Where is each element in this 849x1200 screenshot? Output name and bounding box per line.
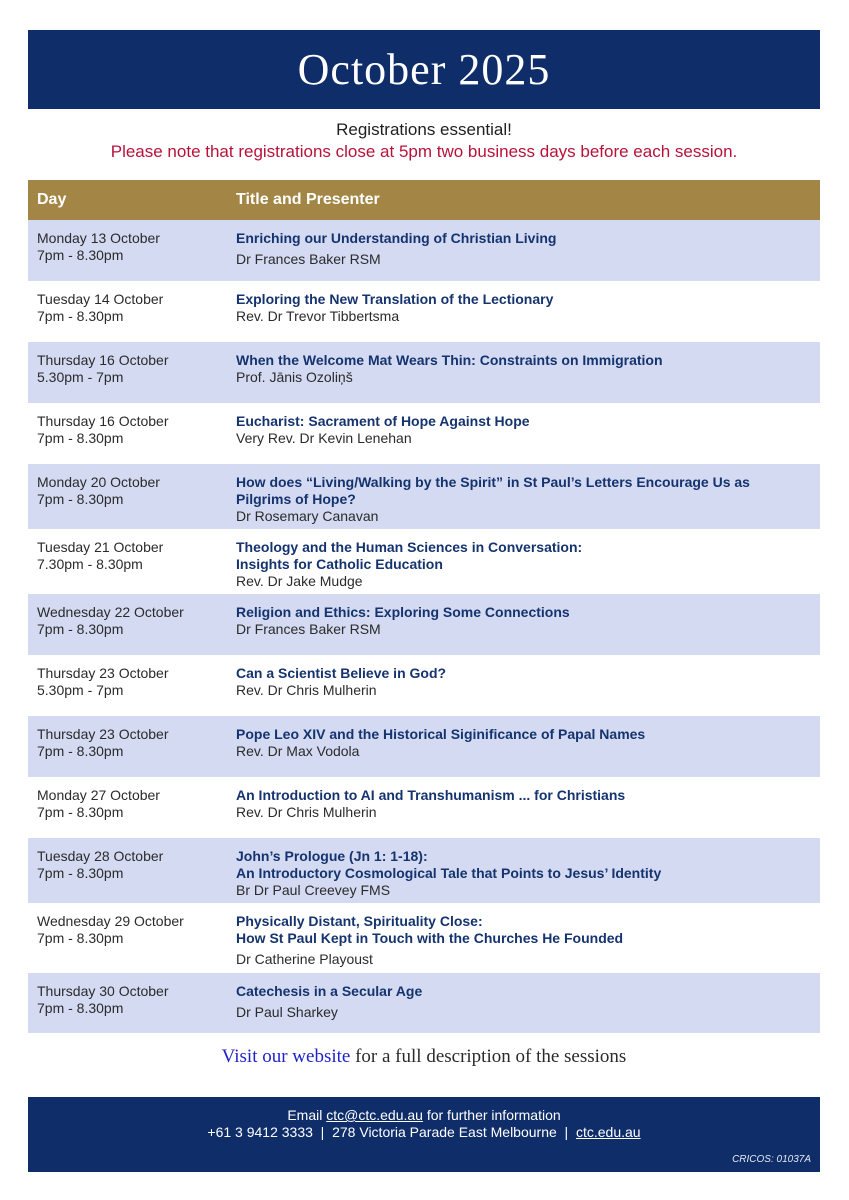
session-title: Pope Leo XIV and the Historical Siginificance of Papal Names: [236, 726, 646, 742]
session-time: 7pm - 8.30pm: [37, 804, 124, 820]
session-date: Monday 27 October: [37, 787, 160, 803]
session-title-cell: [228, 352, 820, 403]
session-date: Thursday 16 October: [37, 352, 169, 368]
table-row: [28, 529, 820, 594]
email-link[interactable]: ctc@ctc.edu.au: [326, 1107, 423, 1123]
session-time: 7pm - 8.30pm: [37, 865, 124, 881]
session-time: 7pm - 8.30pm: [37, 308, 124, 324]
contact-footer: [28, 1097, 820, 1172]
column-header-title: Title and Presenter: [236, 191, 380, 208]
session-presenter: Dr Frances Baker RSM: [236, 621, 381, 637]
session-title: An Introductory Cosmological Tale that Points to Jesus’ Identity: [236, 865, 662, 881]
phone-number: +61 3 9412 3333: [207, 1124, 313, 1140]
session-title: Enriching our Understanding of Christian Living: [236, 230, 557, 246]
session-day-cell: [28, 352, 228, 403]
session-presenter: Rev. Dr Jake Mudge: [236, 573, 363, 589]
table-row: [28, 838, 820, 903]
session-time: 5.30pm - 7pm: [37, 369, 124, 385]
cricos-code: CRICOS: 01037A: [732, 1154, 811, 1165]
session-time: 7.30pm - 8.30pm: [37, 556, 143, 572]
site-link[interactable]: ctc.edu.au: [575, 1124, 641, 1140]
session-presenter: Br Dr Paul Creevey FMS: [236, 882, 391, 898]
session-date: Wednesday 29 October: [37, 913, 184, 929]
footer-contact-line: [28, 1124, 820, 1141]
session-time: 7pm - 8.30pm: [37, 621, 124, 637]
session-presenter: Dr Rosemary Canavan: [236, 508, 379, 524]
session-title-cell: [228, 787, 820, 838]
session-title-cell: [228, 983, 820, 1033]
session-title-cell: [228, 665, 820, 716]
session-day-cell: [28, 726, 228, 777]
footer-email-line: [28, 1107, 820, 1124]
session-day-cell: [28, 848, 228, 903]
session-title: Religion and Ethics: Exploring Some Connections: [236, 604, 570, 620]
session-title: When the Welcome Mat Wears Thin: Constraints on Immigration: [236, 352, 663, 368]
session-presenter: Prof. Jānis Ozoliņš: [236, 369, 353, 385]
session-date: Tuesday 21 October: [37, 539, 164, 555]
separator: |: [556, 1124, 576, 1140]
sessions-table: [28, 180, 820, 1033]
intro-notice: [28, 119, 820, 163]
session-day-cell: [28, 474, 228, 529]
session-day-cell: [28, 291, 228, 342]
table-row: [28, 716, 820, 777]
session-time: 7pm - 8.30pm: [37, 247, 124, 263]
session-presenter: Dr Catherine Playoust: [236, 951, 373, 967]
table-row: [28, 281, 820, 342]
session-time: 7pm - 8.30pm: [37, 491, 124, 507]
session-presenter: Very Rev. Dr Kevin Lenehan: [236, 430, 412, 446]
session-title-cell: [228, 474, 820, 529]
session-day-cell: [28, 539, 228, 594]
session-time: 7pm - 8.30pm: [37, 1000, 124, 1016]
session-presenter: Dr Paul Sharkey: [236, 1004, 338, 1020]
session-date: Monday 20 October: [37, 474, 160, 490]
session-title: Catechesis in a Secular Age: [236, 983, 423, 999]
session-presenter: Rev. Dr Max Vodola: [236, 743, 360, 759]
session-date: Monday 13 October: [37, 230, 160, 246]
session-title-cell: [228, 726, 820, 777]
session-title: An Introduction to AI and Transhumanism ... for Christians: [236, 787, 626, 803]
table-row: [28, 464, 820, 529]
session-date: Wednesday 22 October: [37, 604, 184, 620]
session-date: Tuesday 14 October: [37, 291, 164, 307]
session-title: Theology and the Human Sciences in Conversation:: [236, 539, 583, 555]
session-title-cell: [228, 413, 820, 464]
website-note: [28, 1046, 820, 1068]
table-row: [28, 403, 820, 464]
session-title: Insights for Catholic Education: [236, 556, 443, 572]
session-title-cell: [228, 848, 820, 903]
session-title-cell: [228, 230, 820, 281]
page-title: October 2025: [297, 45, 551, 94]
table-header: [28, 180, 820, 220]
session-presenter: Dr Frances Baker RSM: [236, 251, 381, 267]
session-date: Thursday 23 October: [37, 726, 169, 742]
table-row: [28, 220, 820, 281]
address: 278 Victoria Parade East Melbourne: [332, 1124, 557, 1140]
session-day-cell: [28, 983, 228, 1033]
table-row: [28, 777, 820, 838]
session-title: How does “Living/Walking by the Spirit” in St Paul’s Letters Encourage Us as Pilgrims of Hope?: [236, 474, 750, 507]
session-title: Exploring the New Translation of the Lectionary: [236, 291, 554, 307]
session-day-cell: [28, 913, 228, 973]
session-title-cell: [228, 913, 820, 973]
table-row: [28, 342, 820, 403]
session-title: Can a Scientist Believe in God?: [236, 665, 447, 681]
session-time: 7pm - 8.30pm: [37, 930, 124, 946]
table-row: [28, 903, 820, 973]
session-day-cell: [28, 665, 228, 716]
session-title: Eucharist: Sacrament of Hope Against Hope: [236, 413, 530, 429]
session-day-cell: [28, 230, 228, 281]
table-row: [28, 655, 820, 716]
session-presenter: Rev. Dr Chris Mulherin: [236, 804, 377, 820]
session-title: Physically Distant, Spirituality Close:: [236, 913, 483, 929]
column-header-day: Day: [37, 191, 67, 208]
title-banner: [28, 30, 820, 109]
session-title: How St Paul Kept in Touch with the Churches He Founded: [236, 930, 624, 946]
session-day-cell: [28, 413, 228, 464]
session-date: Thursday 16 October: [37, 413, 169, 429]
session-date: Thursday 30 October: [37, 983, 169, 999]
separator: |: [312, 1124, 333, 1140]
table-row: [28, 594, 820, 655]
registrations-essential-text: Registrations essential!: [336, 120, 512, 139]
session-title-cell: [228, 291, 820, 342]
registration-deadline-note: Please note that registrations close at 5pm two business days before each session.: [110, 142, 738, 161]
session-time: 5.30pm - 7pm: [37, 682, 124, 698]
session-title-cell: [228, 539, 820, 594]
session-title: John’s Prologue (Jn 1: 1-18):: [236, 848, 428, 864]
table-body: [28, 220, 820, 1033]
session-date: Thursday 23 October: [37, 665, 169, 681]
session-time: 7pm - 8.30pm: [37, 430, 124, 446]
session-day-cell: [28, 604, 228, 655]
session-presenter: Rev. Dr Chris Mulherin: [236, 682, 377, 698]
footer-email-suffix: for further information: [422, 1107, 561, 1123]
footer-email-prefix: Email: [287, 1107, 327, 1123]
table-row: [28, 973, 820, 1033]
session-title-cell: [228, 604, 820, 655]
website-link[interactable]: Visit our website: [221, 1046, 351, 1067]
session-time: 7pm - 8.30pm: [37, 743, 124, 759]
website-note-text: for a full description of the sessions: [350, 1046, 627, 1067]
session-presenter: Rev. Dr Trevor Tibbertsma: [236, 308, 400, 324]
session-date: Tuesday 28 October: [37, 848, 164, 864]
session-day-cell: [28, 787, 228, 838]
